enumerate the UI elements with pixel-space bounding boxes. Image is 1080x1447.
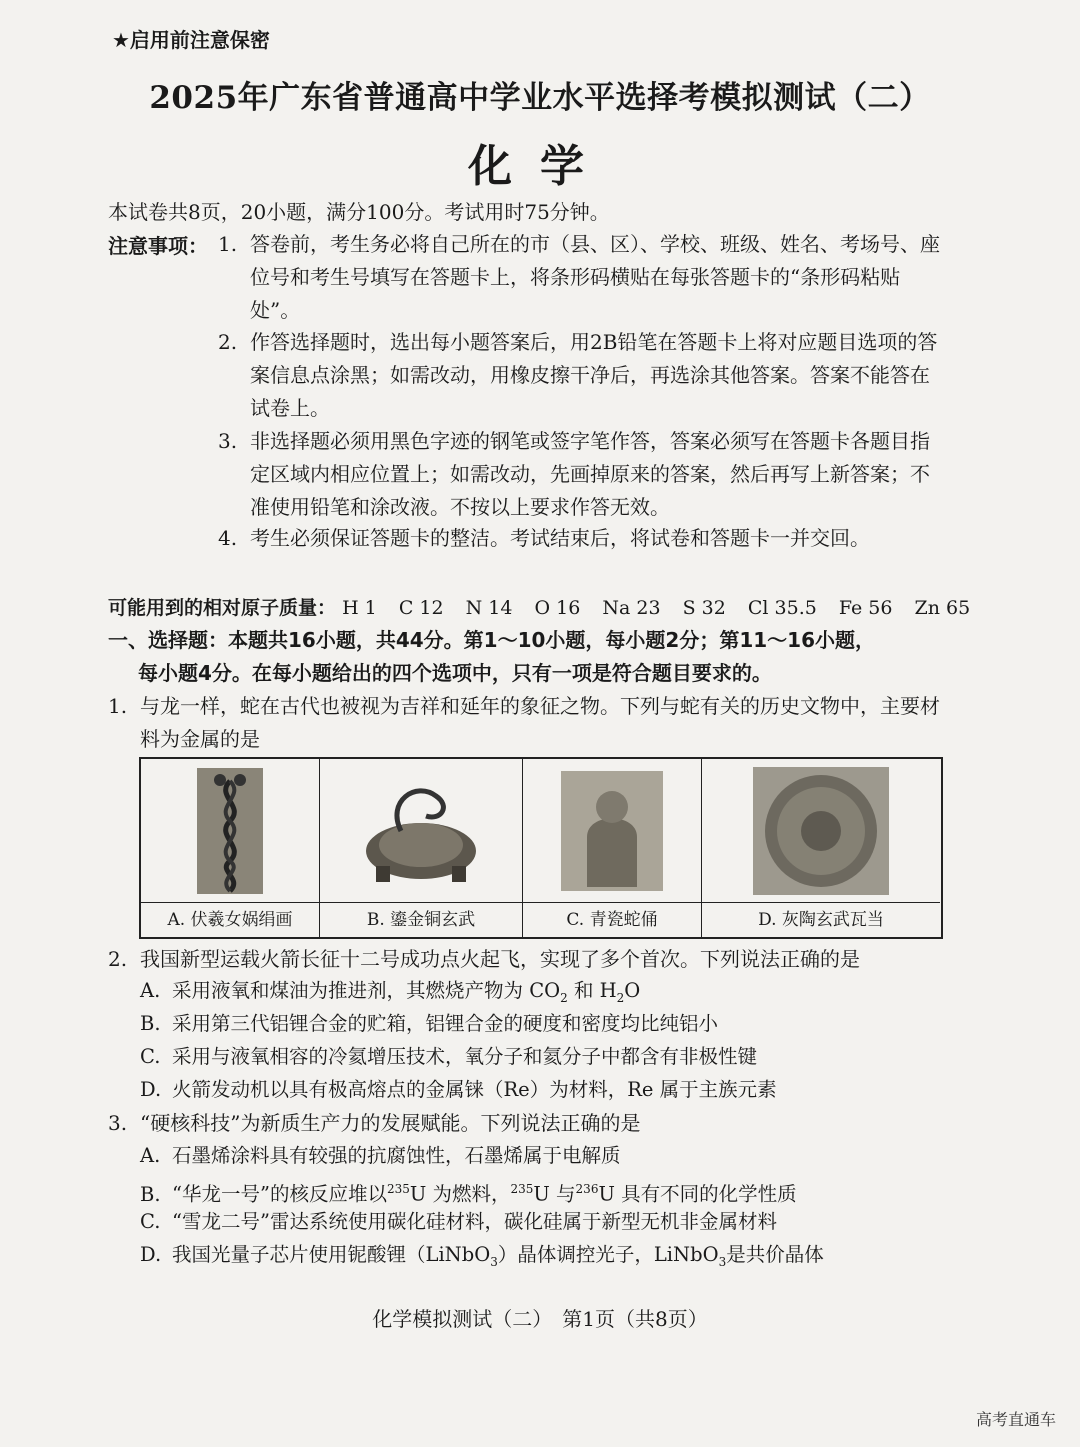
silk-painting-image (141, 759, 319, 903)
superscript: 235 (386, 1182, 410, 1196)
option-label: A. (140, 1144, 161, 1167)
option-text: 我国光量子芯片使用铌酸锂（LiNbO (172, 1243, 491, 1266)
relic-caption: A. 伏羲女娲绢画 (141, 902, 319, 937)
pottery-eave-tile-image (702, 759, 940, 903)
question-2 (108, 943, 948, 976)
option-text: 是共价晶体 (726, 1243, 824, 1266)
mass-item: Cl 35.5 (747, 597, 817, 619)
q2-option-c (140, 1041, 960, 1073)
relic-table (139, 757, 943, 939)
note-text: 非选择题必须用黑色字迹的钢笔或签字笔作答，答案必须写在答题卡各题目指定区域内相应位置上；如需改动，先画掉原来的答案，然后再写上新答案；不准使用铅笔和涂改液。不按以上要求作答无效。 (250, 429, 930, 519)
note-item-1 (218, 228, 948, 327)
relic-caption: B. 鎏金铜玄武 (320, 902, 522, 937)
note-number: 2. (218, 330, 238, 354)
subscript: 2 (616, 990, 625, 1005)
relic-cell-b (320, 759, 523, 937)
option-text: 采用第三代铝锂合金的贮箱，铝锂合金的硬度和密度均比纯铝小 (172, 1012, 719, 1035)
question-3 (108, 1107, 948, 1140)
note-number: 4. (218, 526, 238, 550)
mass-item: O 16 (534, 597, 581, 619)
mass-item: N 14 (465, 597, 513, 619)
note-text: 作答选择题时，选出每小题答案后，用2B铅笔在答题卡上将对应题目选项的答案信息点涂黑；如需改动，用橡皮擦干净后，再选涂其他答案。答案不能答在试卷上。 (250, 330, 938, 420)
relic-cell-d (702, 759, 940, 937)
note-item-4 (218, 522, 948, 555)
q2-option-b (140, 1008, 960, 1040)
q3-option-b (140, 1173, 960, 1211)
note-item-3 (218, 425, 948, 524)
mass-item: C 12 (398, 597, 444, 619)
q3-option-d (140, 1239, 960, 1278)
option-text: 采用液氧和煤油为推进剂，其燃烧产物为 CO (172, 979, 561, 1002)
mass-item: Fe 56 (838, 597, 893, 619)
option-text: ）晶体调控光子，LiNbO (497, 1243, 719, 1266)
note-number: 3. (218, 429, 238, 453)
mass-item: Zn 65 (914, 597, 971, 619)
exam-title: 2025年广东省普通高中学业水平选择考模拟测试（二） (149, 80, 931, 116)
q3-option-a (140, 1140, 960, 1172)
option-text: 和 H (567, 979, 617, 1002)
subscript: 3 (490, 1254, 498, 1269)
option-text: 采用与液氧相容的冷氦增压技术，氧分子和氦分子中都含有非极性键 (172, 1045, 758, 1068)
corner-logo: 高考直通车 (975, 1410, 1056, 1429)
relic-cell-a (141, 759, 320, 937)
mass-item: Na 23 (602, 597, 661, 619)
subscript: 3 (718, 1254, 727, 1269)
section-line-2: 每小题4分。在每小题给出的四个选项中，只有一项是符合题目要求的。 (138, 661, 772, 685)
note-text: 答卷前，考生务必将自己所在的市（县、区）、学校、班级、姓名、考场号、座位号和考生号填写在答题卡上，将条形码横贴在每张答题卡的“条形码粘贴处”。 (250, 232, 940, 322)
option-text: “雪龙二号”雷达系统使用碳化硅材料，碳化硅属于新型无机非金属材料 (172, 1210, 777, 1233)
celadon-snake-figurine-image (523, 759, 701, 903)
option-label: B. (140, 1012, 161, 1035)
option-text: U 具有不同的化学性质 (598, 1182, 797, 1206)
option-label: D. (140, 1243, 162, 1266)
question-number: 1. (108, 694, 128, 718)
section-header (108, 624, 948, 690)
mass-item: S 32 (682, 597, 726, 619)
option-label: C. (140, 1045, 161, 1068)
option-text: 石墨烯涂料具有较强的抗腐蚀性，石墨烯属于电解质 (172, 1144, 621, 1167)
atomic-masses-label: 可能用到的相对原子质量： (108, 597, 337, 619)
question-number: 3. (108, 1111, 128, 1135)
relic-caption: C. 青瓷蛇俑 (523, 902, 701, 937)
superscript: 236 (575, 1182, 599, 1196)
option-text: U 为燃料， (409, 1182, 511, 1206)
relic-cell-c (523, 759, 702, 937)
question-number: 2. (108, 947, 128, 971)
relic-caption: D. 灰陶玄武瓦当 (702, 902, 940, 937)
mass-item: H 1 (342, 597, 377, 619)
option-text: “华龙一号”的核反应堆以 (172, 1182, 387, 1206)
q3-option-c (140, 1206, 960, 1238)
option-label: C. (140, 1210, 161, 1233)
option-text: O (624, 979, 641, 1002)
option-label: D. (140, 1078, 162, 1101)
confidential-notice: ★启用前注意保密 (112, 28, 270, 52)
question-text: 我国新型运载火箭长征十二号成功点火起飞，实现了多个首次。下列说法正确的是 (140, 947, 860, 971)
exam-intro: 本试卷共8页，20小题，满分100分。考试用时75分钟。 (108, 200, 610, 224)
option-label: B. (140, 1182, 161, 1206)
notes-label: 注意事项： (108, 234, 208, 258)
subject-title: 化学 (468, 141, 612, 192)
note-number: 1. (218, 232, 238, 256)
superscript: 235 (510, 1182, 534, 1196)
question-text: “硬核科技”为新质生产力的发展赋能。下列说法正确的是 (140, 1111, 641, 1135)
subscript: 2 (560, 990, 568, 1005)
section-line-1: 一、选择题：本题共16小题，共44分。第1～10小题，每小题2分；第11～16小题， (108, 628, 875, 652)
question-text: 与龙一样，蛇在古代也被视为吉祥和延年的象征之物。下列与蛇有关的历史文物中，主要材料为金属的是 (140, 694, 940, 751)
option-label: A. (140, 979, 161, 1002)
note-text: 考生必须保证答题卡的整洁。考试结束后，将试卷和答题卡一并交回。 (250, 526, 870, 550)
gilt-bronze-xuanwu-image (320, 759, 522, 903)
option-text: 火箭发动机以具有极高熔点的金属铼（Re）为材料，Re 属于主族元素 (172, 1078, 777, 1101)
option-text: U 与 (533, 1182, 576, 1206)
q2-option-d (140, 1074, 960, 1106)
question-1 (108, 690, 948, 756)
atomic-masses (108, 593, 986, 620)
page-footer: 化学模拟测试（二） 第1页（共8页） (372, 1307, 708, 1331)
note-item-2 (218, 326, 948, 425)
